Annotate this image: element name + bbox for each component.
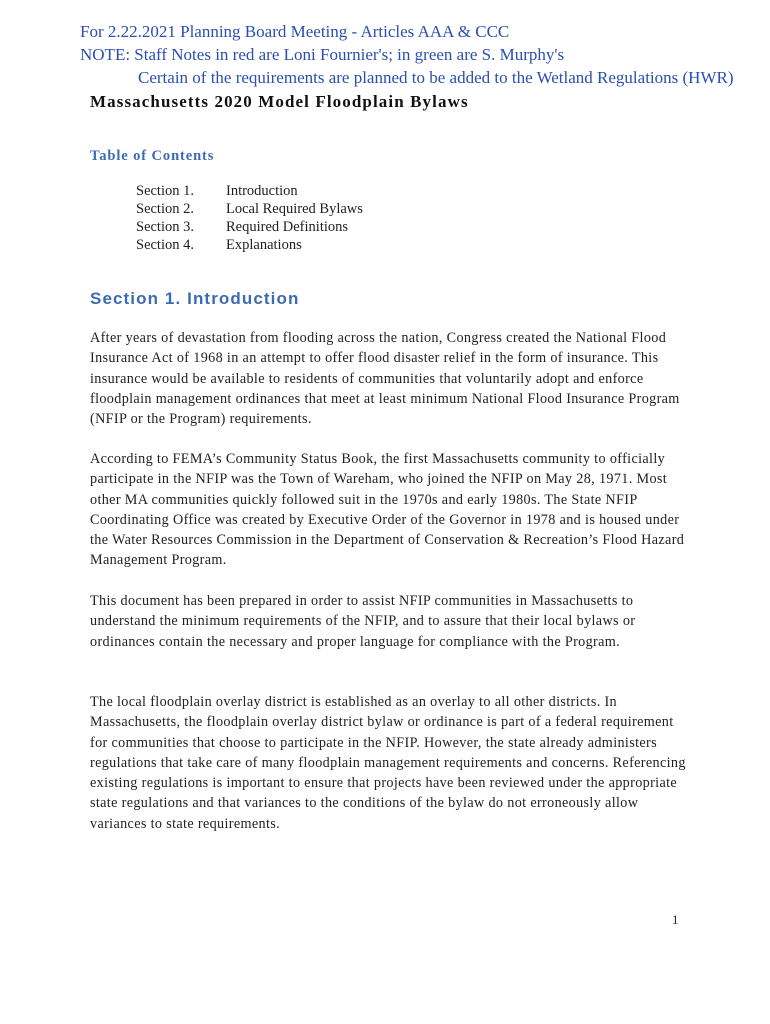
section-1-heading: Section 1. Introduction [90,289,300,308]
intro-paragraph-4: The local floodplain overlay district is established as an overlay to all other districts. In Massachusetts, the floodplain overlay district bylaw or ordinance is part of a federal requirement for communities that choose to participate in the NFIP. However, the state already administers regulations that take care of many floodplain management requirements and concerns. Referencing existing regulations is important to ensure that projects have been reviewed under the appropriate state regulations and that variances to the conditions of the bylaw do not erroneously allow variances to state requirements. [90,694,686,832]
toc-entry-title: Local Required Bylaws [226,201,363,217]
intro-paragraph-1: After years of devastation from flooding across the nation, Congress created the National Flood Insurance Act of 1968 in an attempt to offer flood disaster relief in the form of insurance. This insurance would be available to residents of communities that voluntarily adopt and enforce floodplain management ordinances that meet at least minimum National Flood Insurance Program (NFIP or the Program) requirements. [90,330,680,428]
toc-entry-section-2 [136,200,363,218]
meeting-note-line: For 2.22.2021 Planning Board Meeting - Articles AAA & CCC [80,22,510,41]
page-number: 1 [672,912,679,927]
toc-entry-section-3 [136,218,363,236]
toc-entry-title: Introduction [226,183,298,199]
toc-entry-number: Section 1. [136,183,194,199]
document-title: Massachusetts 2020 Model Floodplain Bylaws [90,92,469,111]
toc-entry-title: Required Definitions [226,219,349,235]
intro-paragraph-2: According to FEMA’s Community Status Book, the first Massachusetts community to officially participate in the NFIP was the Town of Wareham, who joined the NFIP on May 28, 1971. Most other MA communities quickly followed suit in the 1970s and early 1980s. The State NFIP Coordinating Office was created by Executive Order of the Governor in 1978 and is housed under the Water Resources Commission in the Department of Conservation & Recreation’s Flood Hazard Management Program. [90,451,685,569]
staff-note-line: NOTE: Staff Notes in red are Loni Fournier's; in green are S. Murphy's [80,45,565,64]
toc-entry-number: Section 4. [136,237,194,253]
toc-entry-section-4 [136,236,363,254]
toc-entry-section-1 [136,182,363,200]
intro-paragraph-3: This document has been prepared in order to assist NFIP communities in Massachusetts to understand the minimum requirements of the NFIP, and to assure that their local bylaws or ordinances contain the necessary and proper language for compliance with the Program. [90,593,636,650]
toc-entry-title: Explanations [226,237,302,253]
toc-heading: Table of Contents [90,148,215,164]
requirements-note-line: Certain of the requirements are planned to be added to the Wetland Regulations (HWR) [138,68,734,87]
table-of-contents [136,182,363,254]
toc-entry-number: Section 3. [136,219,194,235]
toc-entry-number: Section 2. [136,201,194,217]
